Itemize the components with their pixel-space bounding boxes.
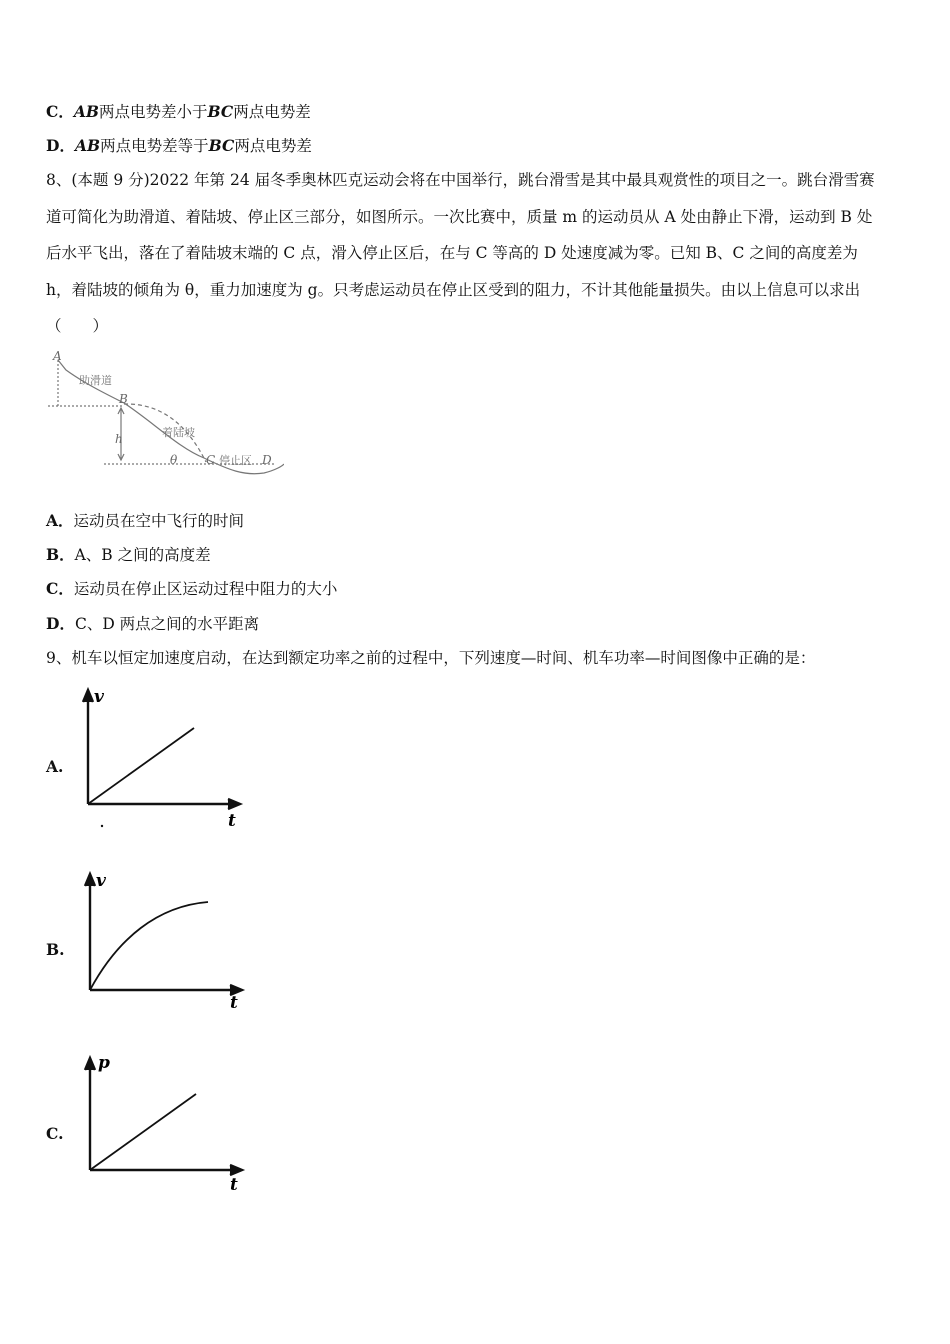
q8-stem-line: 道可简化为助滑道、着陆坡、停止区三部分，如图所示。一次比赛中，质量 m 的运动员从 A 处由静止下滑，运动到 B 处: [46, 207, 873, 226]
segment-bc: BC: [207, 102, 234, 121]
segment-ab: AB: [74, 136, 101, 155]
q8-option-d: [46, 614, 259, 634]
q8-stem-line: （ ）: [46, 317, 109, 336]
x-label: t: [228, 811, 236, 831]
option-letter: D．: [46, 136, 75, 155]
option-text: A、B 之间的高度差: [74, 546, 211, 564]
graph-curve: [90, 902, 208, 990]
option-text: 运动员在停止区运动过程中阻力的大小: [73, 580, 338, 598]
graph-a: [76, 684, 246, 832]
option-letter: A．: [46, 511, 74, 530]
option-text: 两点电势差小于: [98, 103, 208, 121]
label-d: D: [262, 453, 272, 467]
ski-jump-diagram: [44, 348, 284, 483]
q8-option-b: [46, 545, 211, 565]
segment-ab: AB: [73, 102, 99, 121]
q8-stem-line: 8、(本题 9 分)2022 年第 24 届冬季奥林匹克运动会将在中国举行，跳台滑雪是其中最具观赏性的项目之一。跳台滑雪赛: [46, 171, 875, 189]
segment-bc: BC: [208, 136, 235, 155]
q7-option-d: [46, 136, 312, 156]
q9-option-b-letter: B.: [46, 940, 65, 959]
graph-line: [90, 1094, 196, 1170]
q9-stem: 9、机车以恒定加速度启动，在达到额定功率之前的过程中，下列速度—时间、机车功率—时间图像中正确的是：: [46, 649, 816, 667]
label-c: C: [206, 453, 216, 467]
q7-option-c: [46, 102, 311, 122]
q8-option-c: [46, 579, 337, 599]
x-label: t: [230, 1175, 238, 1195]
option-text: 两点电势差等于: [100, 137, 209, 155]
option-text: 运动员在空中飞行的时间: [73, 512, 245, 530]
label-runway: 助滑道: [79, 374, 112, 387]
q8-option-a: [46, 511, 244, 531]
option-letter: D．: [46, 614, 75, 633]
q9-option-c-letter: C.: [46, 1124, 64, 1143]
y-label: p: [98, 1053, 110, 1073]
label-b: B: [119, 392, 128, 406]
graph-line: [88, 728, 194, 804]
label-stop: 停止区: [219, 454, 252, 467]
landing-slope: [124, 403, 284, 474]
y-label: v: [96, 871, 106, 891]
option-text: 两点电势差: [233, 103, 311, 121]
option-text: 两点电势差: [234, 137, 312, 155]
q8-stem: [46, 162, 906, 345]
label-slope: 着陆坡: [162, 426, 195, 439]
q8-stem-line: h，着陆坡的倾角为 θ，重力加速度为 g。只考虑运动员在停止区受到的阻力，不计其他能量损失。由以上信息可以求出: [46, 280, 861, 299]
y-label: v: [94, 687, 104, 707]
option-text: C、D 两点之间的水平距离: [74, 615, 260, 633]
graph-b: [78, 868, 248, 1013]
q9-option-a-letter: A.: [46, 757, 64, 776]
graph-c: [78, 1048, 248, 1196]
option-letter: C．: [46, 579, 74, 598]
label-theta: θ: [170, 453, 178, 467]
q8-stem-line: 后水平飞出，落在了着陆坡末端的 C 点，滑入停止区后，在与 C 等高的 D 处速度减为零。已知 B、C 之间的高度差为: [46, 244, 858, 263]
label-h: h: [115, 432, 123, 446]
dot-mark: [101, 825, 103, 827]
x-label: t: [230, 993, 238, 1013]
label-a: A: [53, 349, 62, 363]
option-letter: B．: [46, 545, 75, 564]
option-letter: C．: [46, 102, 74, 121]
